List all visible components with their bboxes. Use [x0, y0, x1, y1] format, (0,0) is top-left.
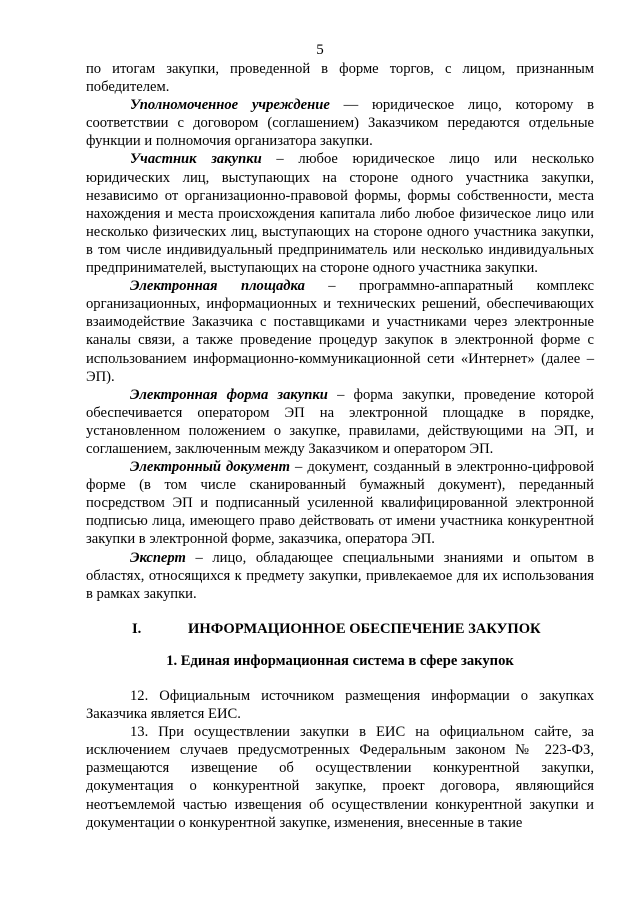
- definition-procurement-participant: [86, 150, 594, 277]
- definition-term: Электронная форма закупки: [130, 386, 328, 403]
- definition-text: – лицо, обладающее специальными знаниями и опытом в областях, относящихся к предмету закупки, привлекаемое для их использования в рамках закупки.: [86, 549, 594, 602]
- spacer: [86, 670, 594, 687]
- definition-electronic-document: [86, 458, 594, 548]
- definition-electronic-platform: [86, 277, 594, 386]
- definition-text: – программно-аппаратный комплекс организационных, информационных и технических решений, обеспечивающих взаимодействие Заказчика с поставщиками и участниками через электронные каналы связи, а также проведение процедур закупок в электронной форме с использованием информационно-коммуникационной сети «Интернет» (далее – ЭП).: [86, 278, 595, 385]
- section-heading: [86, 620, 594, 638]
- spacer: [86, 603, 594, 620]
- definition-authorized-institution: [86, 96, 594, 150]
- subsection-heading: 1. Единая информационная система в сфере закупок: [166, 652, 514, 669]
- definition-text: – форма закупки, проведение которой обеспечивается оператором ЭП на электронной площадке в порядке, установленном положением о закупке, правилами, действующими на ЭП, и соглашением, заключенным между Заказчиком и оператором ЭП.: [86, 386, 594, 457]
- section-number: I.: [132, 620, 142, 637]
- definition-expert: [86, 549, 594, 603]
- definition-text: – любое юридическое лицо или несколько юридических лиц, выступающих на стороне одного участника закупки, независимо от организационно-правовой формы, формы собственности, места нахождения и места происхождения капитала либо любое физическое лицо или несколько физических лиц, выступающих на стороне одного участника закупки, в том числе индивидуальный предприниматель или несколько индивидуальных предпринимателей, выступающих на стороне одного участника закупки.: [86, 151, 594, 277]
- numbered-paragraph-12: 12. Официальным источником размещения информации о закупках Заказчика является ЕИС.: [86, 688, 594, 723]
- definition-term: Уполномоченное учреждение: [130, 97, 330, 114]
- definition-text: — юридическое лицо, которому в соответствии с договором (соглашением) Заказчиком передаются отдельные функции и полномочия организатора закупки.: [86, 97, 594, 150]
- page-number: 5: [316, 42, 324, 58]
- paragraph-continuation: [86, 60, 594, 96]
- numbered-paragraph-13: 13. При осуществлении закупки в ЕИС на официальном сайте, за исключением случаев предусмотренных Федеральным законом № 223-ФЗ, размещаются извещение об осуществлении конкурентной закупки, документация о конкурентной закупке, проект договора, являющийся неотъемлемой частью извещения об осуществлении конкурентной закупки и документации о конкурентной закупке, изменения, внесенные в такие: [86, 724, 594, 831]
- section-title: ИНФОРМАЦИОННОЕ ОБЕСПЕЧЕНИЕ ЗАКУПОК: [188, 620, 541, 637]
- page-content: [86, 60, 594, 832]
- paragraph-text: по итогам закупки, проведенной в форме торгов, с лицом, признанным победителем.: [86, 61, 594, 96]
- definition-term: Участник закупки: [130, 151, 262, 168]
- definition-electronic-procurement-form: [86, 386, 594, 458]
- definition-term: Электронная площадка: [130, 278, 305, 295]
- definition-term: Эксперт: [130, 549, 186, 566]
- definition-text: – документ, созданный в электронно-цифровой форме (в том числе сканированный бумажный документ), переданный посредством ЭП и подписанный усиленной квалифицированной электронной подписью лица, имеющего право действовать от имени участника конкурентной закупки в электронной форме, заказчика, оператора ЭП.: [86, 459, 594, 548]
- definition-term: Электронный документ: [130, 459, 290, 476]
